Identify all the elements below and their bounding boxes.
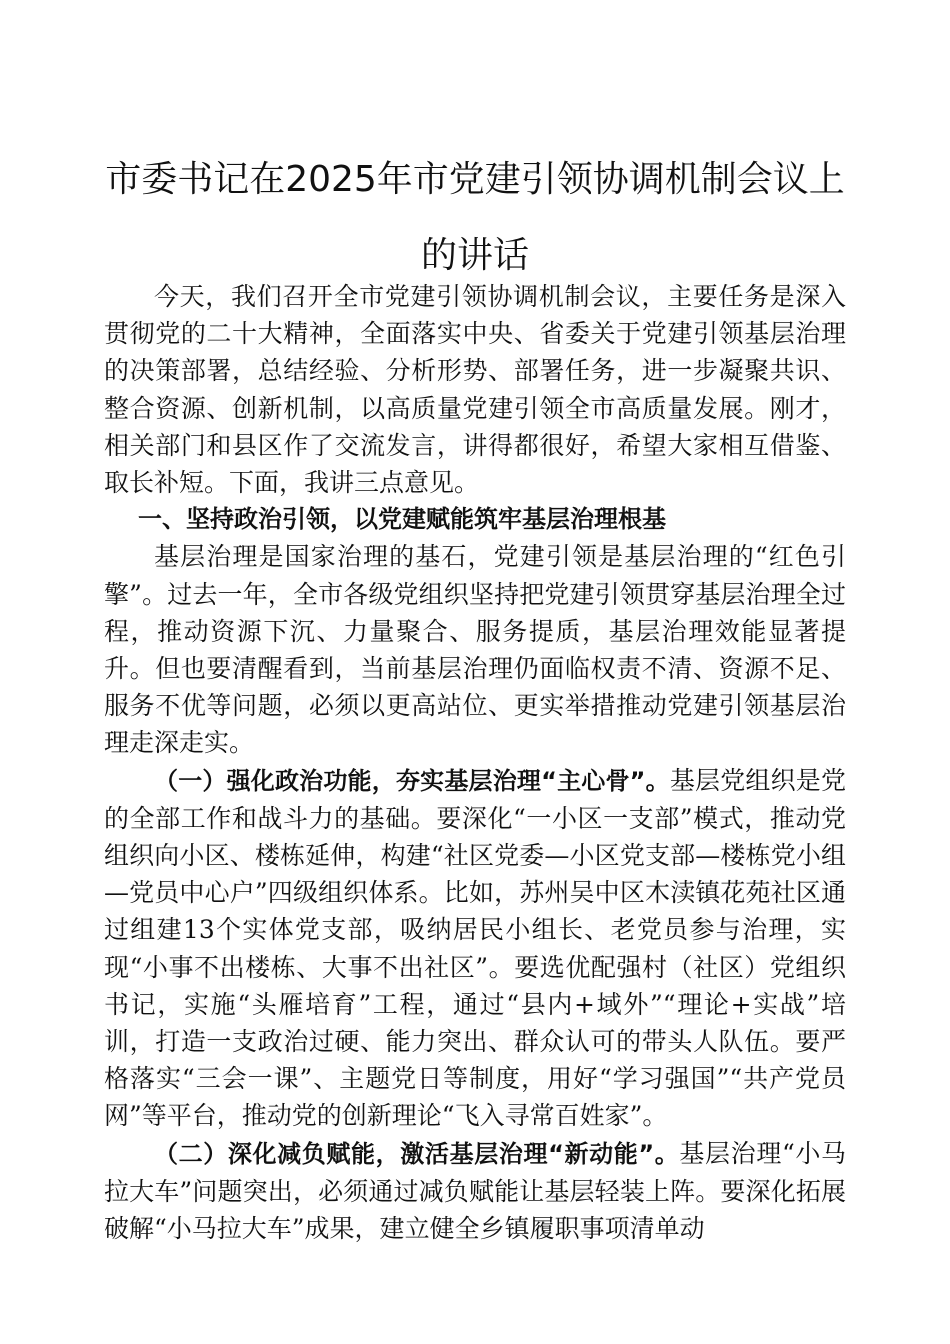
- subsection-1-paragraph: [104, 762, 846, 1135]
- subsection-2-lead: （二）深化减负赋能，激活基层治理“新动能”。: [154, 1139, 680, 1168]
- subsection-1-text: 基层党组织是党的全部工作和战斗力的基础。要深化“一小区一支部”模式，推动党组织向小区、楼栋延伸，构建“社区党委—小区党支部—楼栋党小组—党员中心户”四级组织体系。比如，苏州吴中区木渎镇花苑社区通过组建13个实体党支部，吸纳居民小组长、老党员参与治理，实现“小事不出楼栋、大事不出社区”。要选优配强村（社区）党组织书记，实施“头雁培育”工程，通过“县内+域外”“理论+实战”培训，打造一支政治过硬、能力突出、群众认可的带头人队伍。要严格落实“三会一课”、主题党日等制度，用好“学习强国”“共产党员网”等平台，推动党的创新理论“飞入寻常百姓家”。: [104, 765, 846, 1131]
- section-1-paragraph: 基层治理是国家治理的基石，党建引领是基层治理的“红色引擎”。过去一年，全市各级党组织坚持把党建引领贯穿基层治理全过程，推动资源下沉、力量聚合、服务提质，基层治理效能显著提升。但也要清醒看到，当前基层治理仍面临权责不清、资源不足、服务不优等问题，必须以更高站位、更实举措推动党建引领基层治理走深走实。: [104, 542, 846, 758]
- document-body: [104, 278, 846, 1247]
- document-title: [100, 152, 850, 284]
- section-1-heading: 一、坚持政治引领，以党建赋能筑牢基层治理根基: [138, 505, 666, 534]
- title-line-1: 市委书记在2025年市党建引领协调机制会议上: [105, 159, 845, 201]
- title-line-2: 的讲话: [420, 235, 529, 277]
- subsection-2-text: 基层治理“小马拉大车”问题突出，必须通过减负赋能让基层轻装上阵。要深化拓展破解“小马拉大车”成果，建立健全乡镇履职事项清单动: [104, 1138, 846, 1244]
- subsection-1-lead: （一）强化政治功能，夯实基层治理“主心骨”。: [154, 766, 670, 795]
- subsection-2-paragraph: [104, 1135, 846, 1248]
- intro-paragraph: 今天，我们召开全市党建引领协调机制会议，主要任务是深入贯彻党的二十大精神，全面落实中央、省委关于党建引领基层治理的决策部署，总结经验、分析形势、部署任务，进一步凝聚共识、整合资源、创新机制，以高质量党建引领全市高质量发展。刚才，相关部门和县区作了交流发言，讲得都很好，希望大家相互借鉴、取长补短。下面，我讲三点意见。: [104, 282, 846, 498]
